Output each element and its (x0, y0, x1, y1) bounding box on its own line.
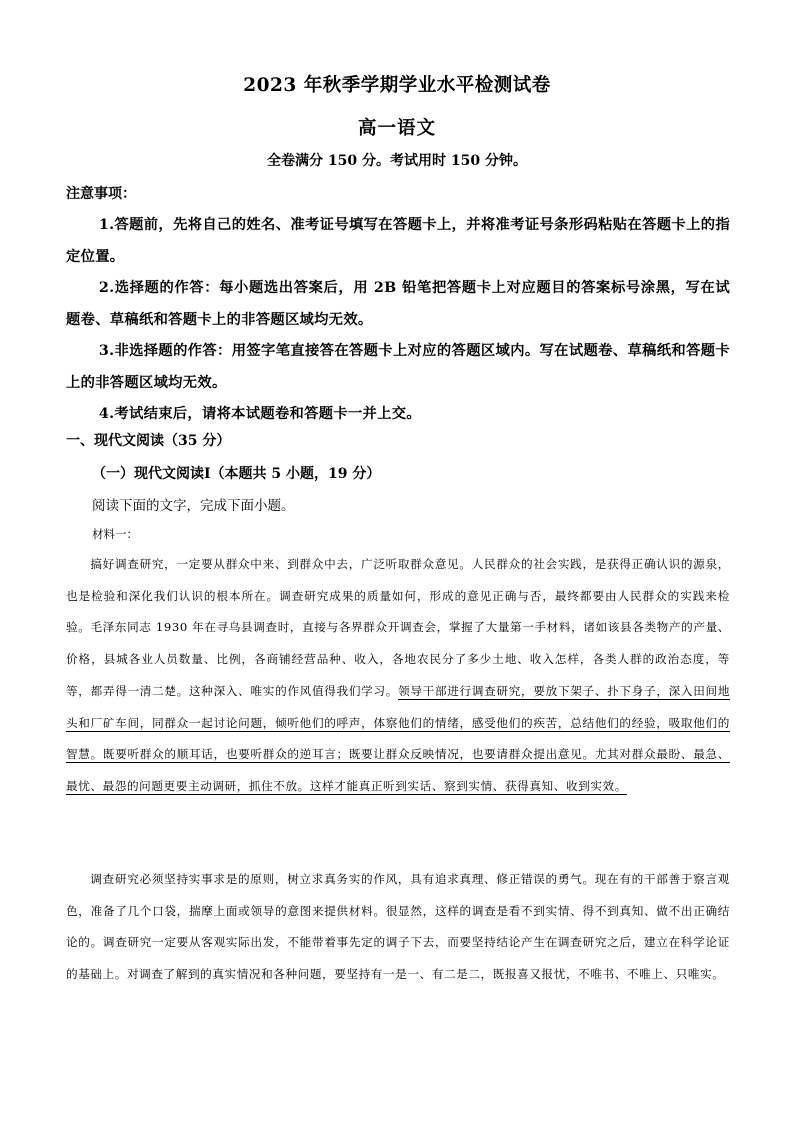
underlined-text: 领导干部进行调查研究，要放下架子、扑下身子，深入田间地头和厂矿车间，同群众一起讨论问题，倾听他们的呼声，体察他们的情绪，感受他们的疾苦，总结他们的经验，吸取他们的智慧。既要听群众的顺耳话，也要听群众的逆耳言；既要让群众反映情况，也要请群众提出意见。尤其对群众最盼、最急、最忧、最怨的问题更要主动调研，抓住不放。这样才能真正听到实话、察到实情、获得真知、收到实效。 (66, 683, 731, 793)
paragraph-text: 调查研究必须坚持实事求是的原则，树立求真务实的作风，具有追求真理、修正错误的勇气。现在有的干部善于察言观色，准备了几个口袋，揣摩上面或领导的意图来提供材料。很显然，这样的调查是看不到实情、得不到真知、做不出正确结论的。调查研究一定要从客观实际出发，不能带着事先定的调子下去，而要坚持结论产生在调查研究之后，建立在科学论证的基础上。对调查了解到的真实情况和各种问题，要坚持有一是一、有二是二，既报喜又报忧，不唯书、不唯上、只唯实。 (66, 872, 730, 982)
exam-title: 2023 年秋季学期学业水平检测试卷 (243, 75, 551, 96)
subsection-heading: （一）现代文阅读Ⅰ（本题共 5 小题，19 分） (92, 466, 381, 482)
reading-instruction: 阅读下面的文字，完成下面小题。 (92, 498, 295, 514)
note-item: 1.答题前，先将自己的姓名、准考证号填写在答题卡上，并将准考证号条形码粘贴在答题卡上的指定位置。 (66, 217, 730, 265)
note-item: 4.考试结束后，请将本试题卷和答题卡一并上交。 (98, 406, 421, 422)
note-item: 2.选择题的作答：每小题选出答案后，用 2B 铅笔把答题卡上对应题目的答案标号涂黑，写在试题卷、草稿纸和答题卡上的非答题区域均无效。 (66, 280, 730, 328)
score-info: 全卷满分 150 分。考试用时 150 分钟。 (267, 153, 527, 169)
paragraph-text (66, 549, 730, 803)
paragraph-plain-text: 搞好调查研究，一定要从群众中来、到群众中去，广泛听取群众意见。人民群众的社会实践，是获得正确认识的源泉，也是检验和深化我们认识的根本所在。调查研究成果的质量如何，形成的意见正确与否，最终都要由人民群众的实践来检验。毛泽东同志 1930 年在寻乌县调查时，直接与各界群众开调查会，掌握了大量第一手材料，诸如该县各类物产的产量、价格，县城各业人员数量、比例，各商铺经营品种、收入，各地农民分了多少土地、收入怎样，各类人群的政治态度，等等，都弄得一清二楚。这种深入、唯实的作风值得我们学习。 (66, 557, 730, 698)
note-item: 3.非选择题的作答：用签字笔直接答在答题卡上对应的答题区域内。写在试题卷、草稿纸和答题卡上的非答题区域均无效。 (66, 343, 730, 391)
section-heading: 一、现代文阅读（35 分） (66, 433, 231, 449)
notes-list (66, 210, 730, 431)
material-label: 材料一： (92, 527, 138, 541)
notes-heading: 注意事项： (66, 186, 136, 202)
subject-title: 高一语文 (357, 118, 436, 139)
passage-paragraph-1 (66, 549, 730, 803)
passage-paragraph-2 (66, 864, 730, 991)
